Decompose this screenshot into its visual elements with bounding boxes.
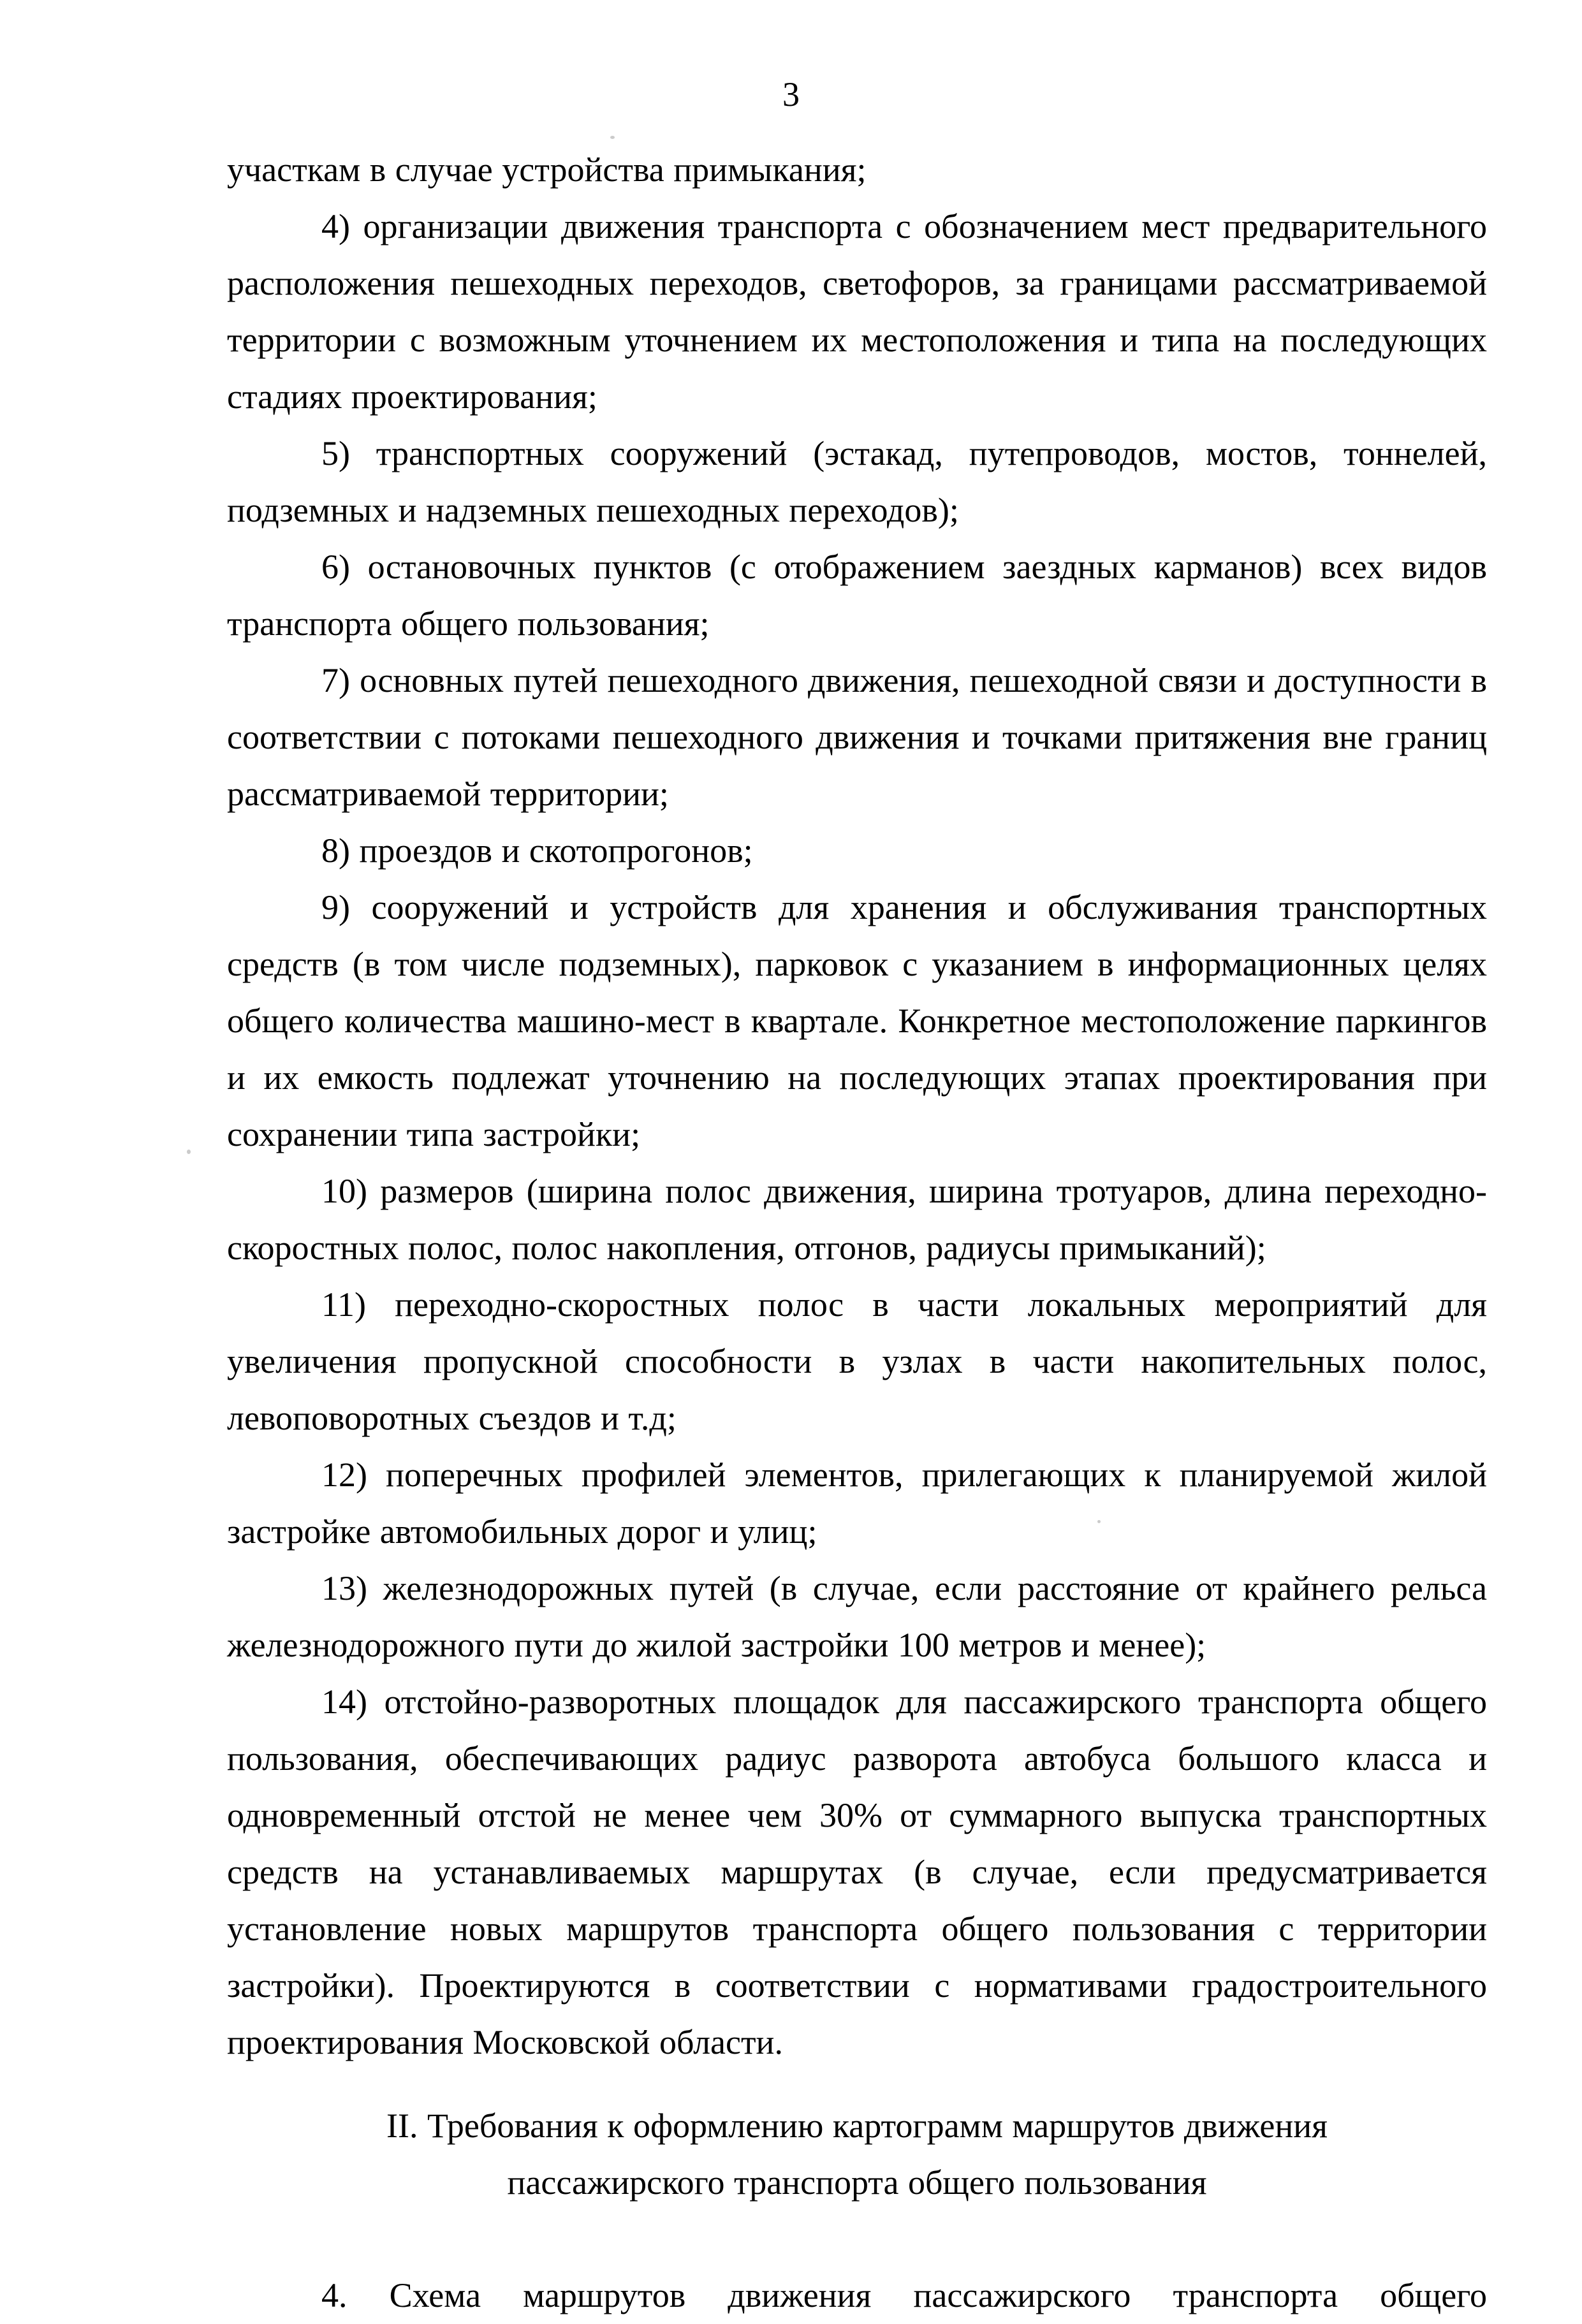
paragraph: 10) размеров (ширина полос движения, ширина тротуаров, длина переходно-скоростных полос, полос накопления, отгонов, радиусы примыканий);	[227, 1172, 1487, 1267]
scan-speck	[187, 1150, 191, 1154]
paragraph: 6) остановочных пунктов (с отображением заездных карманов) всех видов транспорта общего пользования;	[227, 548, 1487, 643]
scan-speck	[610, 136, 615, 139]
section-heading: II. Требования к оформлению картограмм маршрутов движения пассажирского транспорта общего пользования	[386, 2107, 1328, 2202]
page-number: 3	[782, 75, 800, 113]
paragraph: 12) поперечных профилей элементов, прилегающих к планируемой жилой застройке автомобильных дорог и улиц;	[227, 1456, 1487, 1551]
paragraph: 4) организации движения транспорта с обозначением мест предварительного расположения пешеходных переходов, светофоров, за границами рассматриваемой территории с возможным уточнением их местоположения и типа на последующих стадиях проектирования;	[227, 207, 1487, 416]
paragraph: 9) сооружений и устройств для хранения и обслуживания транспортных средств (в том числе подземных), парковок с указанием в информационных целях общего количества машино-мест в квартале. Конкретное местоположение паркингов и их емкость подлежат уточнению на последующих этапах проектирования при сохранении типа застройки;	[227, 888, 1487, 1153]
paragraph: 5) транспортных сооружений (эстакад, путепроводов, мостов, тоннелей, подземных и надземных пешеходных переходов);	[227, 434, 1487, 529]
paragraph: 8) проездов и скотопрогонов;	[321, 831, 753, 870]
paragraph: участкам в случае устройства примыкания;	[227, 150, 867, 189]
scan-speck	[1097, 1520, 1101, 1523]
paragraph: 11) переходно-скоростных полос в части локальных мероприятий для увеличения пропускной способности в узлах в части накопительных полос, левоповоротных съездов и т.д;	[227, 1285, 1487, 1437]
paragraph: 14) отстойно-разворотных площадок для пассажирского транспорта общего пользования, обеспечивающих радиус разворота автобуса большого класса и одновременный отстой не менее чем 30% от суммарного выпуска транспортных средств на устанавливаемых маршрутах (в случае, если предусматривается установление новых маршрутов транспорта общего пользования с территории застройки). Проектируются в соответствии с нормативами градостроительного проектирования Московской области.	[227, 1683, 1487, 2061]
document-body	[227, 142, 1487, 2324]
paragraph: 4. Схема маршрутов движения пассажирского транспорта общего	[321, 2276, 1487, 2314]
paragraph: 13) железнодорожных путей (в случае, если расстояние от крайнего рельса железнодорожного пути до жилой застройки 100 метров и менее);	[227, 1569, 1487, 1664]
paragraph: 7) основных путей пешеходного движения, пешеходной связи и доступности в соответствии с потоками пешеходного движения и точками притяжения вне границ рассматриваемой территории;	[227, 661, 1487, 813]
